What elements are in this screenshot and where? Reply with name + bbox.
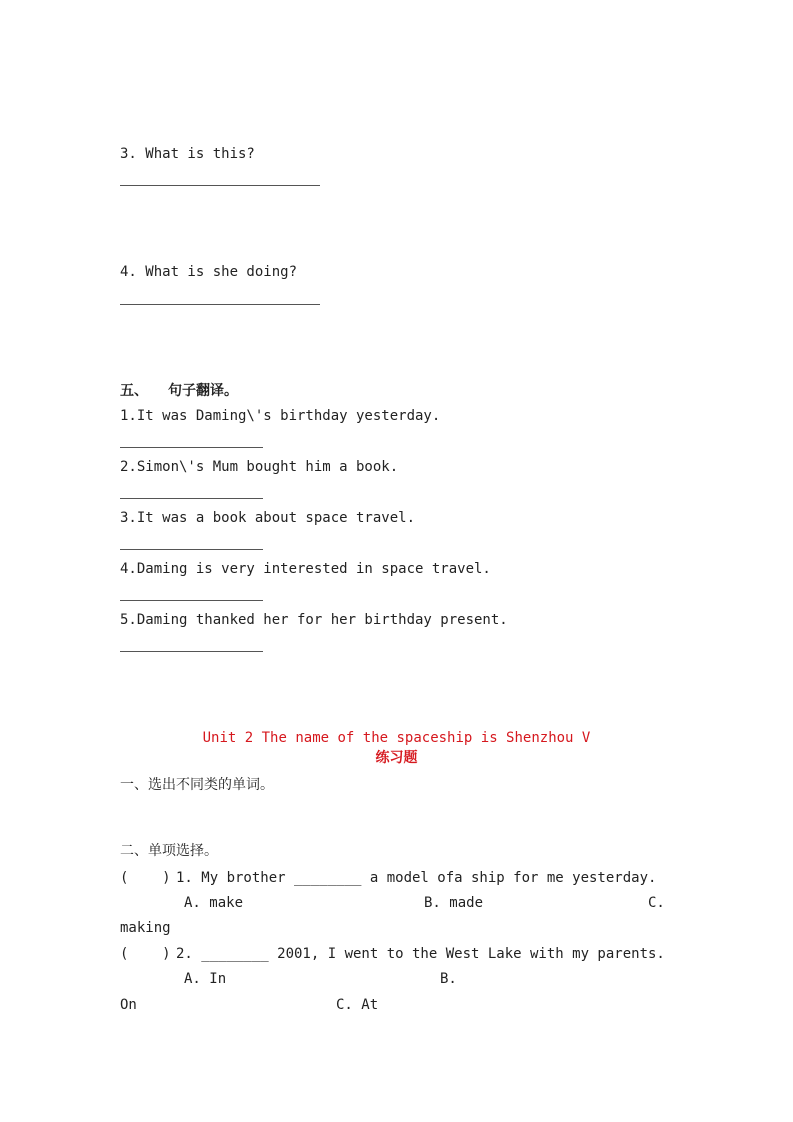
part-1-heading: 一、选出不同类的单词。 <box>120 777 274 793</box>
answer-line-s2[interactable] <box>120 498 263 499</box>
sentence-1: 1.It was Daming\'s birthday yesterday. <box>120 408 441 424</box>
question-4: 4. What is she doing? <box>120 264 298 280</box>
sentence-3: 3.It was a book about space travel. <box>120 510 416 526</box>
sentence-5: 5.Daming thanked her for her birthday present. <box>120 612 508 628</box>
mc2-option-a: A. In <box>184 971 227 987</box>
sentence-2: 2.Simon\'s Mum bought him a book. <box>120 459 399 475</box>
answer-line-s3[interactable] <box>120 549 263 550</box>
answer-line-s5[interactable] <box>120 651 263 652</box>
answer-line-s4[interactable] <box>120 600 263 601</box>
mc1-option-c-text: making <box>120 920 171 936</box>
mc2-option-b-text: On <box>120 997 137 1013</box>
mc2-option-b: B. <box>440 971 457 987</box>
sentence-4: 4.Daming is very interested in space travel. <box>120 561 491 577</box>
unit-subtitle: 练习题 <box>375 750 418 766</box>
answer-line-s1[interactable] <box>120 447 263 448</box>
mc2-stem: 2. ________ 2001, I went to the West Lake with my parents. <box>176 946 665 962</box>
question-3: 3. What is this? <box>120 146 255 162</box>
mc1-option-b: B. made <box>424 895 484 911</box>
unit-title: Unit 2 The name of the spaceship is Shenzhou V <box>202 730 591 746</box>
mc2-answer-paren[interactable]: ( ) <box>120 946 171 962</box>
mc2-option-c: C. At <box>336 997 379 1013</box>
part-2-heading: 二、单项选择。 <box>120 843 218 859</box>
mc1-stem: 1. My brother ________ a model ofa ship for me yesterday. <box>176 870 657 886</box>
answer-line-q4[interactable] <box>120 304 320 305</box>
answer-line-q3[interactable] <box>120 185 320 186</box>
section-5-number: 五、 <box>120 383 148 399</box>
mc1-option-a: A. make <box>184 895 244 911</box>
mc1-option-c: C. <box>648 895 665 911</box>
section-5-title: 句子翻译。 <box>168 383 238 399</box>
mc1-answer-paren[interactable]: ( ) <box>120 870 171 886</box>
